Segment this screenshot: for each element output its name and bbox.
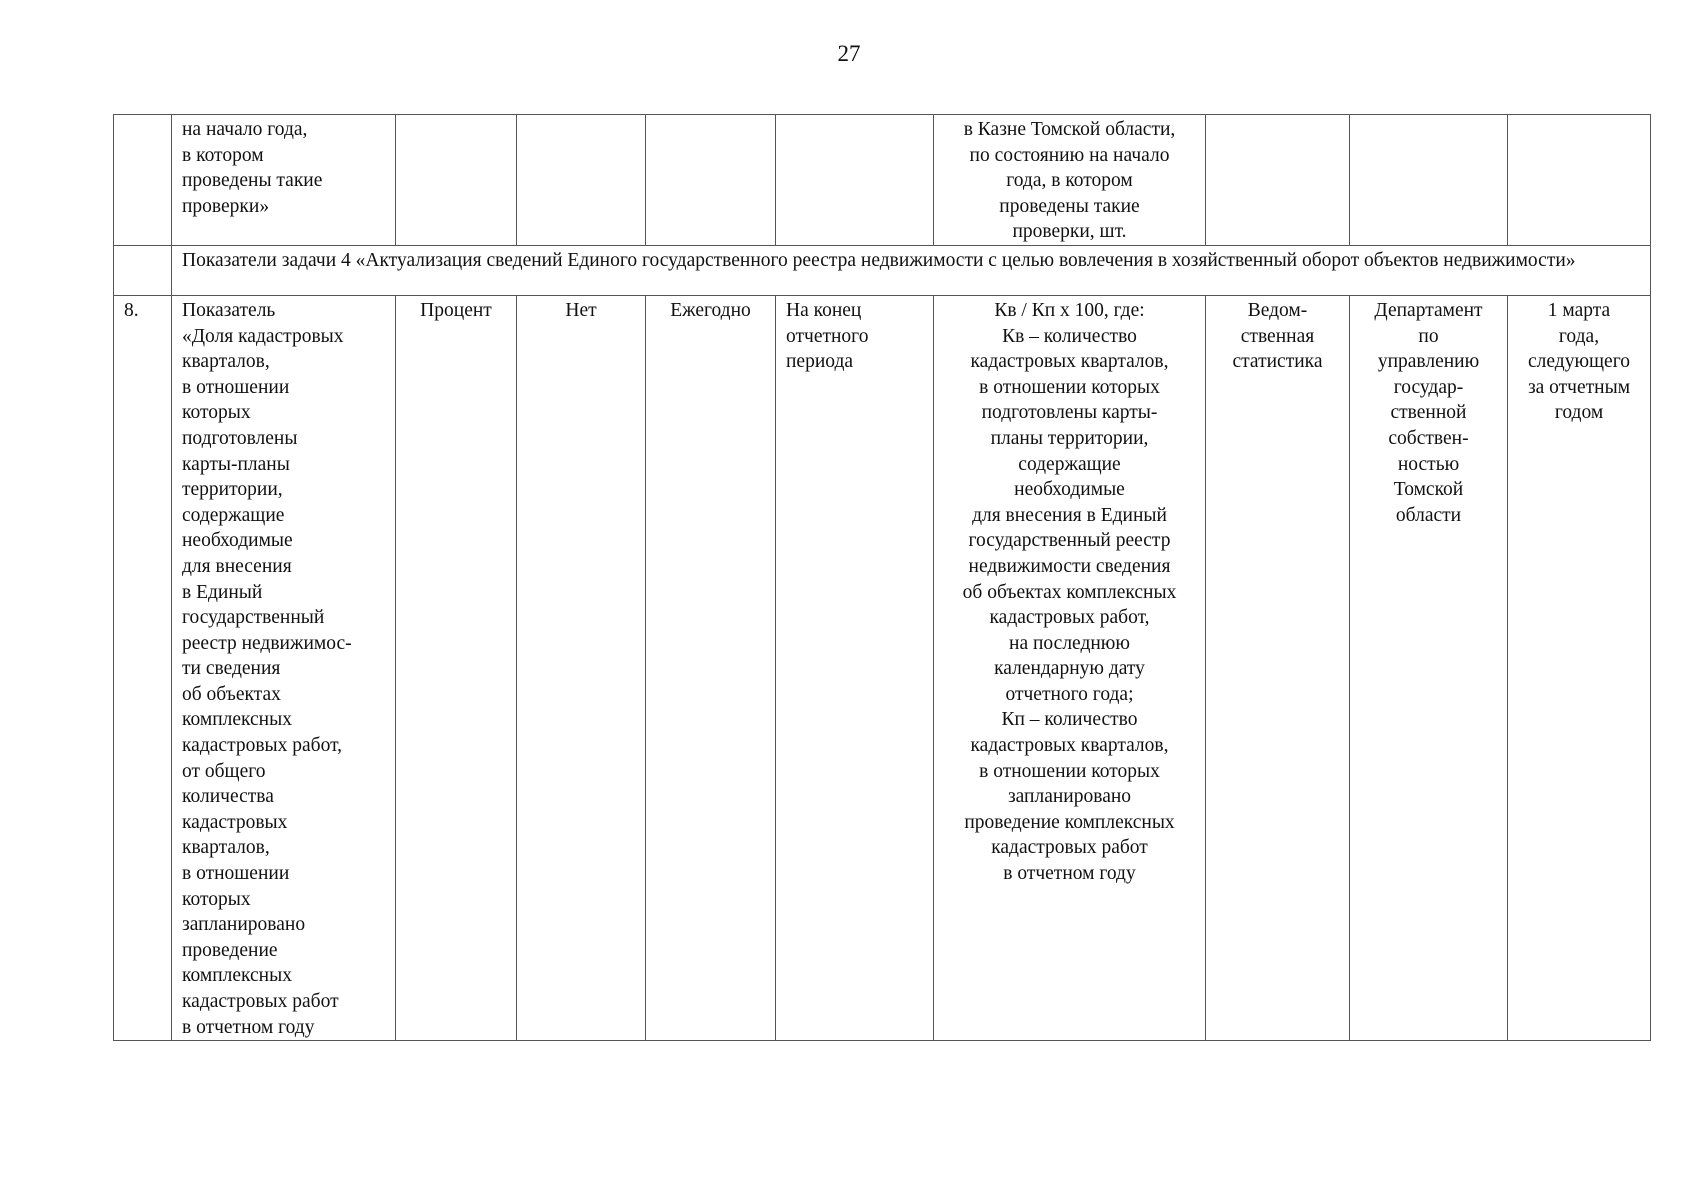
cell-number [114,115,172,246]
cell-calculation: в Казне Томской области, по состоянию на начало года, в котором проведены такие проверки, шт. [934,115,1206,246]
cell-deadline [1508,115,1651,246]
table-row-indicator-8 [114,295,1651,1040]
cell-responsible [1350,115,1508,246]
cell-number: 8. [114,295,172,1040]
cell-calculation: Кв / Кп х 100, где: Кв – количество кадастровых кварталов, в отношении которых подготовлены карты- планы территории, содержащие необходимые для внесения в Единый государственный реестр недвижимости сведения об объектах комплексных кадастровых работ, на последнюю календарную дату отчетного года; Кп – количество кадастровых кварталов, в отношении которых запланировано проведение комплексных кадастровых работ в отчетном году [934,295,1206,1040]
table-row-continued [114,115,1651,246]
cell-frequency [646,115,776,246]
cell-flag [517,115,646,246]
page-number: 27 [837,41,861,66]
cell-number [114,245,172,295]
cell-indicator-name: Показатель «Доля кадастровых кварталов, в отношении которых подготовлены карты-планы территории, содержащие необходимые для внесения в Единый государственный реестр недвижимос- ти сведения об объектах комплексных кадастровых работ, от общего количества кадастровых кварталов, в отношении которых запланировано проведение комплексных кадастровых работ в отчетном году [172,295,396,1040]
cell-flag: Нет [517,295,646,1040]
cell-indicator-name: на начало года, в котором проведены такие проверки» [172,115,396,246]
cell-period: На конец отчетного периода [776,295,934,1040]
cell-unit: Процент [396,295,517,1040]
cell-source [1206,115,1350,246]
task-title: Показатели задачи 4 «Актуализация сведений Единого государственного реестра недвижимости с целью вовлечения в хозяйственный оборот объектов недвижимости» [172,245,1651,295]
cell-unit [396,115,517,246]
indicators-table [113,114,1651,1041]
cell-responsible: Департамент по управлению государ- ственной собствен- ностью Томской области [1350,295,1508,1040]
table-row-task-header [114,245,1651,295]
cell-deadline: 1 марта года, следующего за отчетным годом [1508,295,1651,1040]
cell-source: Ведом- ственная статистика [1206,295,1350,1040]
cell-frequency: Ежегодно [646,295,776,1040]
cell-period [776,115,934,246]
